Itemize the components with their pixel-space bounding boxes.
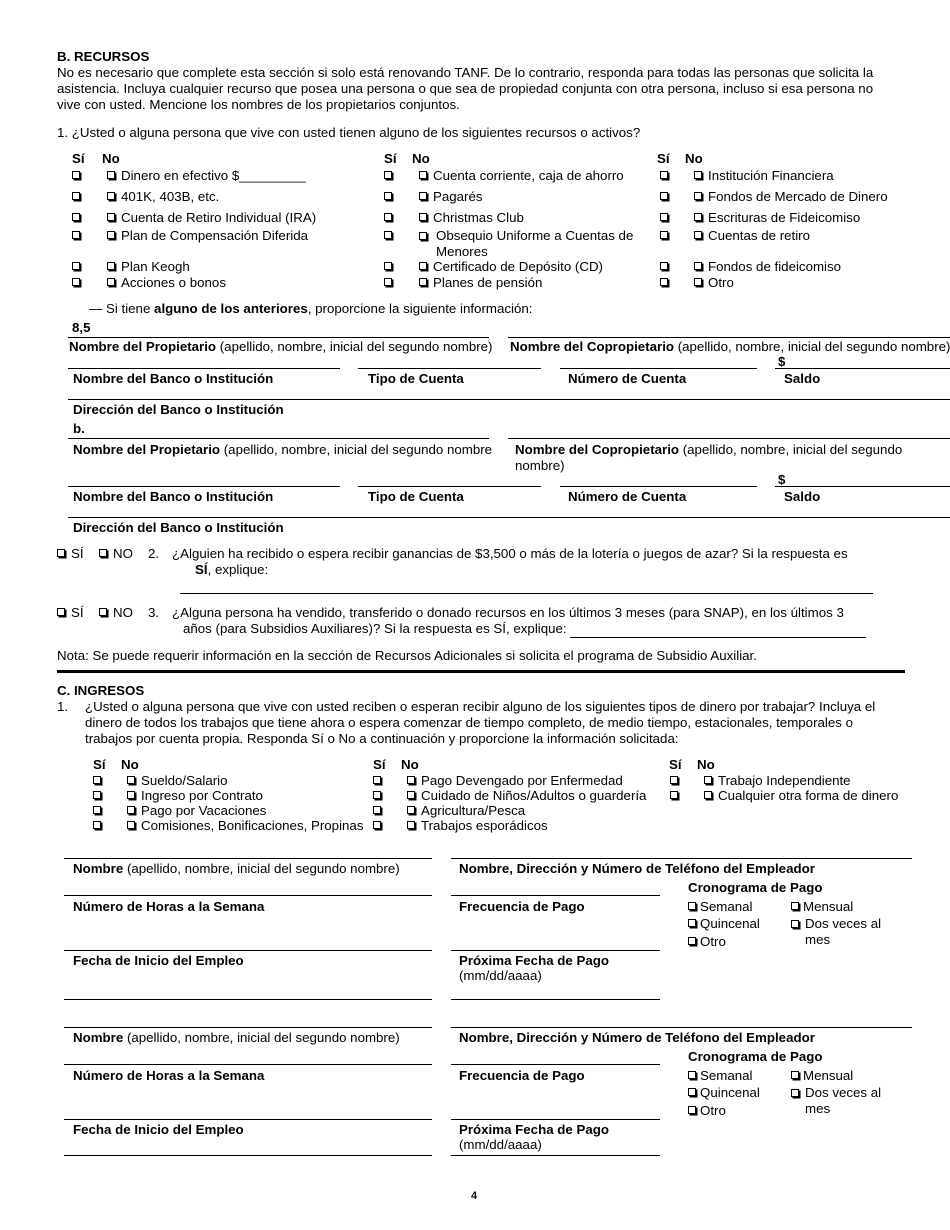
- start-date-bottom-line: [64, 1155, 432, 1156]
- income-row: [127, 788, 263, 804]
- quincenal-checkbox[interactable]: [688, 1088, 696, 1096]
- no-checkbox[interactable]: [704, 791, 712, 799]
- si-header: Sí: [384, 151, 397, 166]
- no-checkbox[interactable]: [127, 776, 135, 784]
- resource-label: Cuentas de retiro: [708, 228, 810, 243]
- otro-checkbox[interactable]: [688, 1106, 696, 1114]
- next-pay-line[interactable]: [451, 1119, 660, 1120]
- otro-option[interactable]: Otro: [688, 1103, 726, 1119]
- employee-name-label: Nombre (apellido, nombre, inicial del segundo nombre): [73, 861, 400, 876]
- bank-address-label: Dirección del Banco o Institución: [73, 520, 284, 535]
- coowner-name-line-a[interactable]: [508, 337, 950, 338]
- income-label: Sueldo/Salario: [141, 773, 228, 788]
- bank-address-line-b[interactable]: [68, 517, 950, 518]
- no-header: No: [102, 151, 120, 166]
- entry-b-label: b.: [73, 421, 85, 436]
- balance-label: Saldo: [784, 489, 821, 504]
- semanal-checkbox[interactable]: [688, 1071, 696, 1079]
- resource-row: [107, 210, 316, 226]
- if-any-instruction: — Si tiene alguno de los anteriores, proporcione la siguiente información:: [89, 301, 533, 316]
- q3-text-2: años (para Subsidios Auxiliares)? Si la respuesta es SÍ, explique:: [183, 621, 866, 638]
- account-number-label: Número de Cuenta: [568, 371, 687, 386]
- date-format: (mm/dd/aaaa): [459, 968, 542, 983]
- si-header: Sí: [373, 757, 386, 772]
- income-row: [407, 803, 525, 819]
- resource-label: Fondos de Mercado de Dinero: [708, 189, 888, 204]
- si-checkbox[interactable]: [373, 806, 381, 814]
- dos-veces-checkbox[interactable]: [791, 1089, 799, 1097]
- quincenal-option[interactable]: Quincenal: [688, 916, 760, 932]
- next-pay-bottom-line: [451, 999, 660, 1000]
- no-checkbox[interactable]: [127, 821, 135, 829]
- employer-line[interactable]: [451, 1027, 912, 1028]
- no-checkbox[interactable]: [407, 806, 415, 814]
- si-checkbox[interactable]: [384, 262, 392, 270]
- resource-label: Institución Financiera: [708, 168, 834, 183]
- next-pay-label: Próxima Fecha de Pago: [459, 953, 610, 968]
- employer-line[interactable]: [451, 858, 912, 859]
- hours-label: Número de Horas a la Semana: [73, 899, 265, 914]
- no-checkbox[interactable]: [107, 231, 115, 239]
- resource-label: Escrituras de Fideicomiso: [708, 210, 861, 225]
- no-checkbox[interactable]: [99, 608, 107, 616]
- no-label: NO: [112, 546, 133, 561]
- si-checkbox[interactable]: [93, 806, 101, 814]
- si-checkbox[interactable]: [670, 776, 678, 784]
- income-q-number: 1.: [57, 699, 69, 714]
- no-checkbox[interactable]: [107, 171, 115, 179]
- mensual-checkbox[interactable]: [791, 902, 799, 910]
- resource-row: [107, 228, 308, 244]
- income-label: Agricultura/Pesca: [421, 803, 526, 818]
- q2-number: 2.: [148, 546, 160, 561]
- resource-row: [419, 259, 603, 275]
- si-checkbox[interactable]: [93, 776, 101, 784]
- no-checkbox[interactable]: [694, 262, 702, 270]
- si-header: Sí: [72, 151, 85, 166]
- account-type-label: Tipo de Cuenta: [368, 489, 464, 504]
- resource-label: Fondos de fideicomiso: [708, 259, 842, 274]
- si-checkbox[interactable]: [72, 171, 80, 179]
- income-label: Ingreso por Contrato: [141, 788, 263, 803]
- resource-label: Planes de pensión: [433, 275, 543, 290]
- no-checkbox[interactable]: [419, 262, 427, 270]
- income-label: Pago Devengado por Enfermedad: [421, 773, 623, 788]
- income-label: Pago por Vacaciones: [141, 803, 267, 818]
- pay-schedule-label: Cronograma de Pago: [688, 880, 823, 895]
- q2-explain: SÍ, explique:: [195, 562, 269, 577]
- si-checkbox[interactable]: [660, 262, 668, 270]
- income-row: [407, 788, 646, 804]
- resource-label: Plan de Compensación Diferida: [121, 228, 309, 243]
- start-date-line[interactable]: [64, 950, 432, 951]
- pay-schedule-label: Cronograma de Pago: [688, 1049, 823, 1064]
- hours-line[interactable]: [64, 1064, 432, 1065]
- dollar-sign: $: [778, 472, 786, 487]
- q2-text: ¿Alguien ha recibido o espera recibir ganancias de $3,500 o más de la lotería o juegos de azar? Si la respuesta es: [172, 546, 848, 561]
- resource-row: [72, 168, 86, 184]
- bank-name-line-a[interactable]: [68, 368, 340, 369]
- no-checkbox[interactable]: [107, 278, 115, 286]
- name-line[interactable]: [64, 858, 432, 859]
- resource-row: [107, 168, 306, 184]
- section-b-title: B. RECURSOS: [57, 49, 150, 64]
- balance-line-a[interactable]: [775, 368, 950, 369]
- bank-name-label: Nombre del Banco o Institución: [73, 371, 274, 386]
- next-pay-label: Próxima Fecha de Pago: [459, 1122, 610, 1137]
- dos-veces-checkbox[interactable]: [791, 920, 799, 928]
- si-header: Sí: [93, 757, 106, 772]
- resource-label: Certificado de Depósito (CD): [433, 259, 603, 274]
- section-c-title: C. INGRESOS: [57, 683, 145, 698]
- resource-row: [694, 168, 834, 184]
- income-row: [127, 773, 228, 789]
- no-checkbox[interactable]: [407, 776, 415, 784]
- resource-label: Cuenta corriente, caja de ahorro: [433, 168, 624, 183]
- no-checkbox[interactable]: [127, 806, 135, 814]
- si-checkbox[interactable]: [384, 278, 392, 286]
- quincenal-checkbox[interactable]: [688, 919, 696, 927]
- q2-answer: [57, 546, 133, 562]
- resource-label: Obsequio Uniforme a Cuentas de Menores: [436, 228, 634, 259]
- mensual-option[interactable]: Mensual: [791, 899, 853, 915]
- employer-label: Nombre, Dirección y Número de Teléfono del Empleador: [459, 1030, 815, 1045]
- dos-veces-option[interactable]: Dos veces al mes: [791, 916, 901, 948]
- si-checkbox[interactable]: [57, 608, 65, 616]
- start-date-bottom-line: [64, 999, 432, 1000]
- employee-name-label: Nombre (apellido, nombre, inicial del segundo nombre): [73, 1030, 400, 1045]
- question-1-resources: 1. ¿Usted o alguna persona que vive con usted tienen alguno de los siguientes recursos o activos?: [57, 125, 641, 140]
- start-date-label: Fecha de Inicio del Empleo: [73, 953, 244, 968]
- semanal-checkbox[interactable]: [688, 902, 696, 910]
- account-type-line-a[interactable]: [358, 368, 541, 369]
- no-checkbox[interactable]: [407, 791, 415, 799]
- bank-address-label: Dirección del Banco o Institución: [73, 402, 284, 417]
- si-checkbox[interactable]: [660, 231, 668, 239]
- income-row: [704, 788, 898, 804]
- no-checkbox[interactable]: [419, 278, 427, 286]
- frequency-label: Frecuencia de Pago: [459, 1068, 585, 1083]
- bank-name-line-b[interactable]: [68, 486, 340, 487]
- no-checkbox[interactable]: [694, 231, 702, 239]
- dollar-sign: $: [778, 354, 786, 369]
- otro-option[interactable]: Otro: [688, 934, 726, 950]
- account-number-label: Número de Cuenta: [568, 489, 687, 504]
- si-label: SÍ: [71, 546, 84, 561]
- si-checkbox[interactable]: [384, 171, 392, 179]
- no-checkbox[interactable]: [407, 821, 415, 829]
- resource-row: [694, 228, 810, 244]
- resource-label: Otro: [708, 275, 734, 290]
- mensual-option[interactable]: Mensual: [791, 1068, 853, 1084]
- bank-name-label: Nombre del Banco o Institución: [73, 489, 274, 504]
- si-checkbox[interactable]: [72, 192, 80, 200]
- account-number-line-b[interactable]: [560, 486, 757, 487]
- resource-row: [107, 259, 190, 275]
- resource-label: Pagarés: [433, 189, 483, 204]
- no-checkbox[interactable]: [99, 549, 107, 557]
- coowner-name-label: Nombre del Copropietario (apellido, nombre, inicial del segundo nombre): [510, 339, 950, 354]
- resource-label: Christmas Club: [433, 210, 524, 225]
- q3-text: ¿Alguna persona ha vendido, transferido o donado recursos en los últimos 3 meses (para SNAP), en los últimos 3: [172, 605, 844, 620]
- q3-answer: [57, 605, 133, 621]
- owner-name-line-b[interactable]: [68, 438, 489, 439]
- balance-line-b[interactable]: [775, 486, 950, 487]
- si-checkbox[interactable]: [93, 791, 101, 799]
- semanal-option[interactable]: Semanal: [688, 899, 752, 915]
- frequency-label: Frecuencia de Pago: [459, 899, 585, 914]
- income-label: Cuidado de Niños/Adultos o guardería: [421, 788, 647, 803]
- section-divider: [57, 670, 905, 673]
- nota: Nota: Se puede requerir información en la sección de Recursos Adicionales si solicita el programa de Subsidio Auxiliar.: [57, 648, 757, 663]
- si-checkbox[interactable]: [384, 231, 392, 239]
- entry-a-label: 8,5: [72, 320, 91, 335]
- account-type-line-b[interactable]: [358, 486, 541, 487]
- no-checkbox[interactable]: [419, 232, 427, 240]
- resource-row: [694, 275, 734, 291]
- income-label: Comisiones, Bonificaciones, Propinas: [141, 818, 364, 833]
- no-checkbox[interactable]: [694, 213, 702, 221]
- si-checkbox[interactable]: [660, 171, 668, 179]
- si-checkbox[interactable]: [373, 776, 381, 784]
- next-pay-bottom-line: [451, 1155, 660, 1156]
- si-checkbox[interactable]: [660, 278, 668, 286]
- balance-label: Saldo: [784, 371, 821, 386]
- hours-label: Número de Horas a la Semana: [73, 1068, 265, 1083]
- account-type-label: Tipo de Cuenta: [368, 371, 464, 386]
- no-header: No: [121, 757, 139, 772]
- income-question: ¿Usted o alguna persona que vive con usted reciben o esperan recibir alguno de los siguientes tipos de dinero por trabajar? Incluya el dinero de todos los trabajos que tiene ahora o espera comenzar de tiempo completo, de medio tiempo, estacionales, temporales o trabajos por cuenta propia. Responda Sí o No a continuación y proporcione la información solicitada:: [85, 699, 876, 746]
- si-header: Sí: [657, 151, 670, 166]
- si-checkbox[interactable]: [660, 192, 668, 200]
- resource-row: [107, 275, 226, 291]
- resource-row: [419, 210, 524, 226]
- frequency-line[interactable]: [451, 1064, 660, 1065]
- no-checkbox[interactable]: [704, 776, 712, 784]
- si-checkbox[interactable]: [72, 231, 80, 239]
- no-checkbox[interactable]: [127, 791, 135, 799]
- si-checkbox[interactable]: [384, 213, 392, 221]
- no-checkbox[interactable]: [419, 213, 427, 221]
- si-checkbox[interactable]: [72, 278, 80, 286]
- page-number: 4: [471, 1190, 478, 1202]
- resource-row: [107, 189, 219, 205]
- no-label: NO: [112, 605, 133, 620]
- si-checkbox[interactable]: [670, 791, 678, 799]
- no-checkbox[interactable]: [694, 192, 702, 200]
- si-checkbox[interactable]: [93, 821, 101, 829]
- frequency-line[interactable]: [451, 895, 660, 896]
- resource-label: Dinero en efectivo $_________: [121, 168, 306, 183]
- si-checkbox[interactable]: [384, 192, 392, 200]
- resource-label: Acciones o bonos: [121, 275, 226, 290]
- income-label: Trabajos esporádicos: [421, 818, 548, 833]
- no-header: No: [412, 151, 430, 166]
- bank-address-line-a[interactable]: [68, 399, 950, 400]
- income-row: [407, 818, 548, 834]
- dos-veces-option[interactable]: Dos veces al mes: [791, 1085, 901, 1117]
- next-pay-line[interactable]: [451, 950, 660, 951]
- resource-row: [419, 275, 542, 291]
- si-checkbox[interactable]: [72, 213, 80, 221]
- resource-row: [694, 189, 888, 205]
- start-date-label: Fecha de Inicio del Empleo: [73, 1122, 244, 1137]
- income-row: [127, 803, 266, 819]
- no-checkbox[interactable]: [107, 213, 115, 221]
- resource-label: Cuenta de Retiro Individual (IRA): [121, 210, 317, 225]
- name-line[interactable]: [64, 1027, 432, 1028]
- si-checkbox[interactable]: [72, 262, 80, 270]
- resource-row: [419, 228, 636, 260]
- si-checkbox[interactable]: [373, 821, 381, 829]
- section-b-intro: No es necesario que complete esta sección si solo está renovando TANF. De lo contrario, responda para todas las personas que solicita la asistencia. Incluya cualquier recurso que posea una persona o que sea de propiedad conjunta con otra persona, incluso si esa persona no vive con usted. Mencione los nombres de los propietarios conjuntos.: [57, 65, 874, 112]
- semanal-option[interactable]: Semanal: [688, 1068, 752, 1084]
- owner-name-label: Nombre del Propietario (apellido, nombre, inicial del segundo nombre): [69, 339, 493, 354]
- resource-label: Plan Keogh: [121, 259, 190, 274]
- si-checkbox[interactable]: [373, 791, 381, 799]
- resource-row: [419, 168, 624, 184]
- si-label: SÍ: [71, 605, 84, 620]
- no-checkbox[interactable]: [694, 278, 702, 286]
- resource-row: [694, 259, 841, 275]
- income-row: [127, 818, 367, 834]
- resource-row: [419, 189, 483, 205]
- no-header: No: [685, 151, 703, 166]
- owner-name-line-a[interactable]: [68, 337, 489, 338]
- account-number-line-a[interactable]: [560, 368, 757, 369]
- income-row: [704, 773, 851, 789]
- start-date-line[interactable]: [64, 1119, 432, 1120]
- mensual-checkbox[interactable]: [791, 1071, 799, 1079]
- resource-row: [694, 210, 860, 226]
- owner-name-label: Nombre del Propietario (apellido, nombre, inicial del segundo nombre: [73, 442, 493, 457]
- quincenal-option[interactable]: Quincenal: [688, 1085, 760, 1101]
- date-format: (mm/dd/aaaa): [459, 1137, 542, 1152]
- si-header: Sí: [669, 757, 682, 772]
- employer-label: Nombre, Dirección y Número de Teléfono del Empleador: [459, 861, 815, 876]
- q3-number: 3.: [148, 605, 160, 620]
- no-header: No: [401, 757, 419, 772]
- q3-explain-line[interactable]: [570, 621, 866, 638]
- coowner-name-line-b[interactable]: [508, 438, 950, 439]
- no-checkbox[interactable]: [419, 192, 427, 200]
- no-checkbox[interactable]: [107, 192, 115, 200]
- no-checkbox[interactable]: [419, 171, 427, 179]
- q2-explain-line[interactable]: [180, 593, 873, 594]
- no-checkbox[interactable]: [694, 171, 702, 179]
- otro-checkbox[interactable]: [688, 937, 696, 945]
- income-row: [407, 773, 623, 789]
- coowner-name-label: Nombre del Copropietario (apellido, nombre, inicial del segundo nombre): [515, 442, 903, 473]
- no-checkbox[interactable]: [107, 262, 115, 270]
- income-label: Cualquier otra forma de dinero: [718, 788, 899, 803]
- si-checkbox[interactable]: [57, 549, 65, 557]
- resource-label: 401K, 403B, etc.: [121, 189, 220, 204]
- income-label: Trabajo Independiente: [718, 773, 851, 788]
- si-checkbox[interactable]: [660, 213, 668, 221]
- no-header: No: [697, 757, 715, 772]
- hours-line[interactable]: [64, 895, 432, 896]
